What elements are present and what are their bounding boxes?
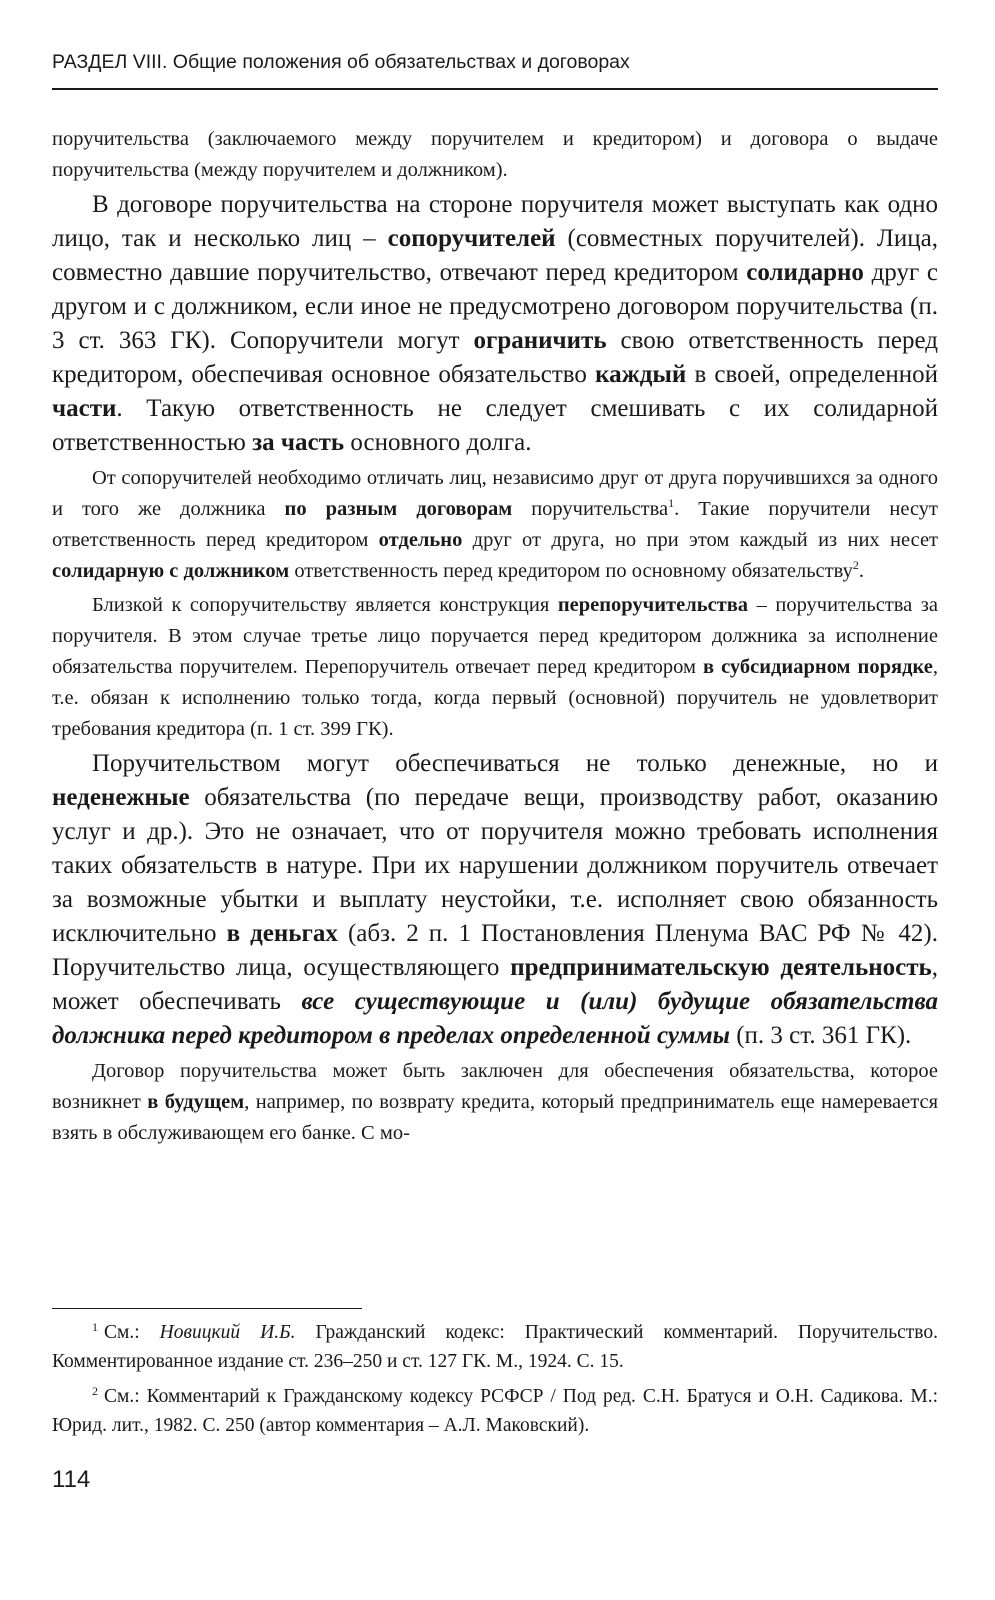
footnote-text: Гражданский кодекс: Практический комментарий. Поручительство. Комментированное издание ст. 236–250 и ст. 127 ГК. М., 1924. С. 15. [52,1322,938,1372]
header-divider [52,88,938,90]
page-number: 114 [52,1466,91,1493]
bold-term: отдельно [378,529,463,551]
text-run: Близкой к сопоручительству является конструкция [92,594,558,616]
footnote-divider [52,1308,362,1309]
text-run: Договор поручительства может быть заключен для обеспечения обязательства, которое возникнет [52,1060,938,1113]
text-run: . Такую ответственность не следует смешивать с их солидарной ответственностью [52,395,938,456]
text-run: обязательства (по передаче вещи, производству работ, оказанию услуг и др.). Это не означает, что от поручителя можно требовать исполнения таких обязательств в натуре. При их нарушении должником поручитель отвечает за возможные убытки и выплату неустойки, т.е. исполняет свою обязанность исключительно [52,784,938,947]
bold-term: каждый [595,361,687,388]
bold-term: предпринимательскую деятельность [510,954,932,981]
bold-term: ограничить [473,327,607,354]
text-run: (абз. 2 п. 1 Постановления Пленума ВАС РФ № 42). Поручительство лица, осуществляющего [52,920,938,981]
bold-term: солидарную с должником [52,560,290,582]
paragraph-non-monetary [52,747,938,1053]
text-run: ответственность перед кредитором по основному обязательству [289,560,853,582]
bold-term: за часть [252,429,345,456]
bold-italic-term: все существующие и (или) будущие обязательства должника перед кредитором в пределах определенной суммы [52,988,938,1049]
text-run: . [858,560,864,582]
text-run: поручительства [512,498,669,520]
main-text [52,122,938,1149]
footnote-text: См.: [104,1322,160,1343]
footnote-1 [52,1318,938,1376]
footnote-2 [52,1382,938,1440]
paragraph-future-obligation [52,1056,938,1149]
text-run: друг от друга, но при этом каждый из них несет [462,529,938,551]
footnote-ref[interactable]: 2 [852,558,859,573]
paragraph-continuation: поручительства (заключаемого между поручителем и кредитором) и договора о выдаче поручительства (между поручителем и должником). [52,128,938,181]
text-run: (совместных поручителей). Лица, совместно давшие поручительство, отвечают перед кредитором [52,225,938,286]
bold-term: в будущем [147,1091,245,1113]
footnote-text: См.: Комментарий к Гражданскому кодексу РСФСР / Под ред. С.Н. Братуся и О.Н. Садикова. М.: Юрид. лит., 1982. С. 250 (автор комментария – А.Л. Маковский). [52,1386,938,1436]
bold-term: в деньгах [226,920,338,947]
bold-term: перепоручительства [557,594,749,616]
text-run: (п. 3 ст. 361 ГК). [729,1022,912,1049]
footnotes [52,1318,938,1446]
text-run: , т.е. обязан к исполнению только тогда, когда первый (основной) поручитель не удовлетворит требования кредитора (п. 1 ст. 399 ГК). [52,656,938,740]
paragraph-co-guarantors [52,188,938,460]
bold-term: части [52,395,117,422]
text-run: основного долга. [344,429,532,456]
text-run: От сопоручителей необходимо отличать лиц, независимо друг от друга поручившихся за одного и того же должника [52,467,938,520]
text-run: В договоре поручительства на стороне поручителя может выступать как одно лицо, так и несколько лиц – [52,191,938,252]
paragraph-re-guarantee [52,590,938,745]
running-header: РАЗДЕЛ VIII. Общие положения об обязательствах и договорах [52,51,630,73]
text-run: , может обеспечивать [52,954,939,1015]
bold-term: по разным договорам [284,498,513,520]
footnote-number: 2 [92,1383,98,1398]
text-run: , например, по возврату кредита, который предприниматель еще намеревается взять в обслуживающем его банке. С мо- [52,1091,938,1144]
bold-term: сопоручителей [387,225,556,252]
text-run: Поручительством могут обеспечиваться не только денежные, но и [92,750,938,777]
text-run: . Такие поручители несут ответственность перед кредитором [52,498,939,551]
footnote-author: Новицкий И.Б. [159,1322,296,1343]
text-run: свою ответственность перед кредитором, обеспечивая основное обязательство [52,327,939,388]
bold-term: неденежные [52,784,190,811]
footnote-number: 1 [92,1319,98,1334]
footnote-ref[interactable]: 1 [668,496,675,511]
text-run: – поручительства за поручителя. В этом случае третье лицо поручается перед кредитором должника за исполнение обязательства поручителем. Перепоручитель отвечает перед кредитором [52,594,938,678]
bold-term: в субсидиарном порядке [703,656,933,678]
text-run: в своей, определенной [686,361,938,388]
bold-term: солидарно [746,259,864,286]
paragraph-separate-guarantors [52,463,938,587]
text-run: друг с другом и с должником, если иное не предусмотрено договором поручительства (п. 3 ст. 363 ГК). Сопоручители могут [52,259,938,354]
